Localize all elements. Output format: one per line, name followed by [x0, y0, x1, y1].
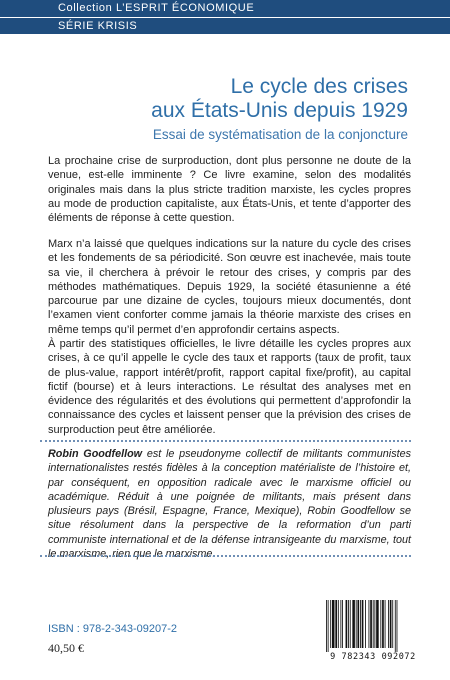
author-bio	[48, 447, 411, 561]
isbn: ISBN : 978-2-343-09207-2	[48, 623, 178, 635]
blurb-paragraph-2: Marx n’a laissé que quelques indications sur la nature du cycle des crises et les fondements de sa périodicité. Son œuvre est inachevée, mais toute sa vie, il cherchera à prévoir le retour des crises, y compris par des méthodes mathématiques. Depuis 1929, la société étasunienne a été parcourue par une dizaine de cycles, toujours mieux documentés, dont l’examen vient conforter comme jamais la théorie marxiste des crises en même temps qu’il permet d’en approfondir certains aspects.	[48, 238, 411, 336]
dotted-separator-bottom	[40, 555, 411, 557]
barcode	[318, 598, 422, 662]
barcode-digits: 9 782343 092072	[330, 652, 416, 662]
price: 40,50 €	[48, 641, 84, 655]
dotted-separator-top	[40, 440, 411, 442]
barcode-icon	[318, 598, 422, 654]
series-label: SÉRIE KRISIS	[58, 20, 138, 32]
collection-band	[0, 0, 450, 17]
blurb-paragraph-1: La prochaine crise de surproduction, dont plus personne ne doute de la venue, est-elle imminente ? Ce livre examine, selon des modalités originales mais dans la plus stricte tradition marxiste, les cycles propres au mode de production capitaliste, aux États-Unis, et tente d’apporter des éléments de réponse à cette question.	[48, 155, 411, 225]
series-band	[0, 18, 450, 34]
barcode-bars	[326, 600, 397, 652]
blurb-paragraph-3: À partir des statistiques officielles, le livre détaille les cycles propres aux crises, à ce qu’il appelle le cycle des taux et rapports (taux de profit, taux de plus-value, rapport intérêt/profit, rapport capital fixe/profit), au capital fictif (bourse) et à leurs interactions. Le résultat des analyses met en évidence des régularités et des évolutions qui permettent d’approfondir la connaissance des cycles et laissent penser que la prévision des crises de surproduction peut être améliorée.	[48, 338, 411, 436]
book-subtitle: Essai de systématisation de la conjoncture	[152, 127, 408, 142]
book-title-line-1: Le cycle des crises	[230, 75, 408, 98]
author-name: Robin Goodfellow	[48, 448, 143, 460]
collection-label: Collection L’ESPRIT ÉCONOMIQUE	[58, 2, 255, 14]
author-bio-text: est le pseudonyme collectif de militants communistes internationalistes restés fidèles à la conception matérialiste de l’histoire et, par conséquent, en opposition radicale avec le marxisme officiel ou académique. Réduit à une poignée de militants, mais présent dans plusieurs pays (Brésil, Espagne, France, Mexique), Robin Goodfellow se situe résolument dans la perspective de la reformation d’un parti communiste international et de la défense intransigeante du marxisme, tout le marxisme, rien que le marxisme.	[48, 448, 412, 561]
book-title-line-2: aux États-Unis depuis 1929	[151, 99, 408, 122]
